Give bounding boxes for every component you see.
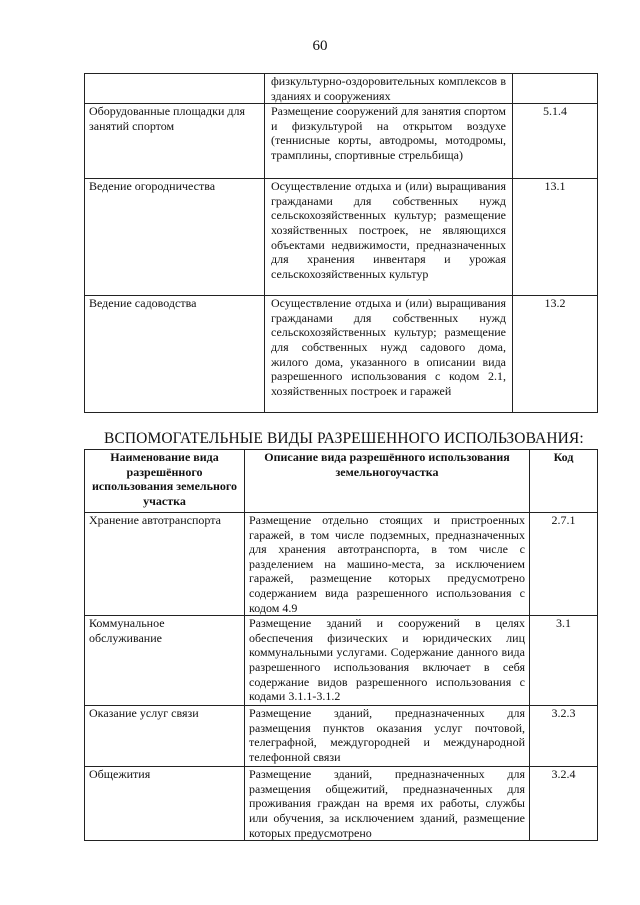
use-name-cell: Оборудованные площадки для занятий спортом bbox=[85, 104, 265, 179]
table-header-row bbox=[85, 450, 598, 513]
use-description-cell: Размещение зданий и сооружений в целях обеспечения физических и юридических лиц коммунальными услугами. Содержание данного вида разрешенного использования включает в себя содержание видов разрешенного использования с кодами 3.1.1-3.1.2 bbox=[245, 616, 530, 706]
use-name-cell: Ведение огородничества bbox=[85, 179, 265, 296]
use-description-cell: Размещение отдельно стоящих и пристроенных гаражей, в том числе подземных, предназначенных для хранения автотранспорта, в том числе с разделением на машино-места, за исключением гаражей, размещение которых предусмотрено содержанием вида разрешенного использования с кодом 4.9 bbox=[245, 513, 530, 616]
use-name-cell: Ведение садоводства bbox=[85, 296, 265, 413]
table-row bbox=[85, 616, 598, 706]
use-description-cell: Осуществление отдыха и (или) выращивания гражданами для собственных нужд сельскохозяйственных культур; размещение хозяйственных построек, не являющихся объектами недвижимости, предназначенных для хранения инвентаря и урожая сельскохозяйственных культур bbox=[265, 179, 513, 296]
table-row bbox=[85, 179, 598, 296]
use-code-cell: 3.2.3 bbox=[530, 706, 598, 767]
column-header-code: Код bbox=[530, 450, 598, 513]
column-header-description: Описание вида разрешённого использования земельногоучастка bbox=[245, 450, 530, 513]
table-row bbox=[85, 74, 598, 104]
use-code-cell: 3.1 bbox=[530, 616, 598, 706]
use-name-cell: Общежития bbox=[85, 767, 245, 841]
use-description-cell: физкультурно-оздоровительных комплексов в зданиях и сооружениях bbox=[265, 74, 513, 104]
table-row bbox=[85, 767, 598, 841]
use-name-cell bbox=[85, 74, 265, 104]
use-code-cell: 3.2.4 bbox=[530, 767, 598, 841]
use-name-cell: Оказание услуг связи bbox=[85, 706, 245, 767]
land-use-table-continued bbox=[84, 73, 598, 413]
table-row bbox=[85, 706, 598, 767]
auxiliary-land-use-table bbox=[84, 449, 598, 841]
use-code-cell: 13.1 bbox=[513, 179, 598, 296]
use-description-cell: Размещение зданий, предназначенных для размещения общежитий, предназначенных для проживания граждан на время их работы, службы или обучения, за исключением зданий, размещение которых предусмотрено bbox=[245, 767, 530, 841]
table-row bbox=[85, 104, 598, 179]
use-code-cell: 2.7.1 bbox=[530, 513, 598, 616]
use-name-cell: Хранение автотранспорта bbox=[85, 513, 245, 616]
use-code-cell: 5.1.4 bbox=[513, 104, 598, 179]
use-code-cell bbox=[513, 74, 598, 104]
use-code-cell: 13.2 bbox=[513, 296, 598, 413]
use-description-cell: Осуществление отдыха и (или) выращивания гражданами для собственных нужд сельскохозяйственных культур; размещение для собственных нужд садового дома, жилого дома, указанного в описании вида разрешенного использования с кодом 2.1, хозяйственных построек и гаражей bbox=[265, 296, 513, 413]
page-number: 60 bbox=[312, 38, 328, 54]
table-row bbox=[85, 513, 598, 616]
use-description-cell: Размещение сооружений для занятия спортом и физкультурой на открытом воздухе (теннисные корты, автодромы, мотодромы, трамплины, спортивные стрельбища) bbox=[265, 104, 513, 179]
section-heading: ВСПОМОГАТЕЛЬНЫЕ ВИДЫ РАЗРЕШЕННОГО ИСПОЛЬЗОВАНИЯ: bbox=[104, 430, 584, 447]
use-description-cell: Размещение зданий, предназначенных для размещения пунктов оказания услуг почтовой, телеграфной, междугородней и международной телефонной связи bbox=[245, 706, 530, 767]
column-header-name: Наименование вида разрешённого использования земельного участка bbox=[85, 450, 245, 513]
use-name-cell: Коммунальное обслуживание bbox=[85, 616, 245, 706]
table-row bbox=[85, 296, 598, 413]
